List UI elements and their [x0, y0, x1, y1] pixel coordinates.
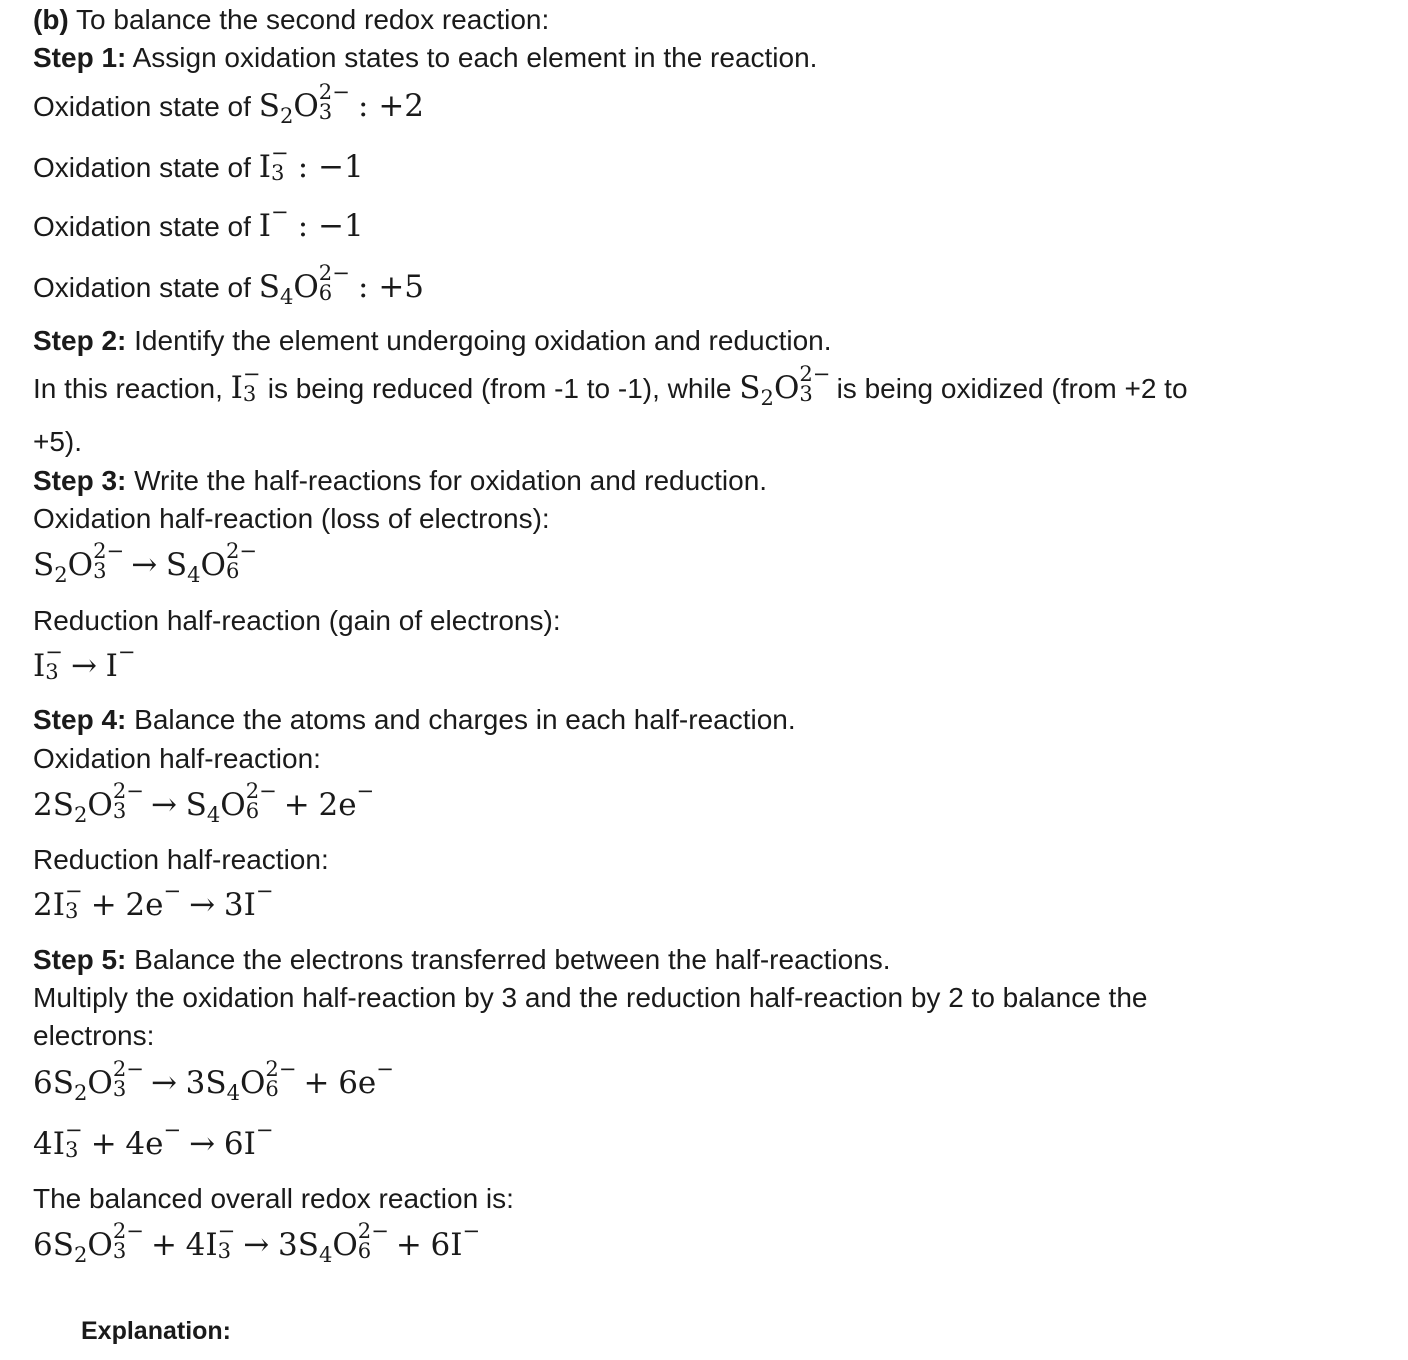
oxidation-state-line-1 — [33, 79, 425, 128]
step-2-body-c: is being oxidized (from +2 to — [828, 373, 1188, 404]
step-2-body-d: +5). — [33, 426, 83, 457]
oxidation-value: : −1 — [297, 208, 364, 244]
step-4-label: Step 4: — [33, 704, 127, 735]
oxidation-value: : −1 — [297, 149, 364, 185]
equation-oxidation-balanced: $2S_2O$ 2− 3 → $S_4O$ 2− 6 + 2e − — [33, 778, 375, 827]
step-3-heading — [33, 463, 767, 499]
part-label: (b) — [33, 4, 69, 35]
oxidation-state-prefix: Oxidation state of — [33, 91, 259, 122]
reduction-half-label: Reduction half-reaction (gain of electrons): — [33, 605, 561, 636]
formula-triiodide: I − 3 — [230, 361, 261, 406]
equation-reduction-balanced: 2I − 3 + 2e − → 3I − — [33, 878, 274, 923]
step-4-heading — [33, 702, 796, 738]
step-4-text: Balance the atoms and charges in each half-reaction. — [126, 704, 796, 735]
oxidation-state-prefix: Oxidation state of — [33, 152, 259, 183]
step-5-label: Step 5: — [33, 944, 127, 975]
step-1-text: Assign oxidation states to each element in the reaction. — [126, 42, 818, 73]
step-3-label: Step 3: — [33, 465, 127, 496]
step-2-text: Identify the element undergoing oxidation and reduction. — [126, 325, 832, 356]
step-2-heading — [33, 323, 832, 359]
step-2-body-b: is being reduced (from -1 to -1), while — [259, 373, 740, 404]
oxidation-state-prefix: Oxidation state of — [33, 211, 259, 242]
step-5-body-line-1: Multiply the oxidation half-reaction by 3 and the reduction half-reaction by 2 to balance the — [33, 982, 1148, 1013]
formula-thiosulfate: $S_2O$ 2− 3 — [258, 79, 350, 128]
step-1-heading — [33, 40, 817, 76]
oxidation-state-prefix: Oxidation state of — [33, 272, 259, 303]
oxidation-half-label-2: Oxidation half-reaction: — [33, 743, 321, 774]
explanation-label: Explanation: — [81, 1317, 232, 1345]
formula-triiodide: I − 3 — [258, 140, 289, 185]
oxidation-half-label: Oxidation half-reaction (loss of electrons): — [33, 503, 550, 534]
equation-oxidation-half: $S_2O$ 2− 3 → $S_4O$ 2− 6 — [33, 538, 258, 587]
formula-tetrathionate: $S_4O$ 2− 6 — [258, 260, 350, 309]
oxidation-state-line-4 — [33, 260, 425, 309]
step-2-label: Step 2: — [33, 325, 127, 356]
overall-label: The balanced overall redox reaction is: — [33, 1183, 514, 1214]
part-heading-text: To balance the second redox reaction: — [68, 4, 550, 35]
equation-reduction-half: I − 3 → I − — [33, 639, 136, 684]
step-5-text: Balance the electrons transferred between the half-reactions. — [126, 944, 891, 975]
step-5-body-line-2: electrons: — [33, 1020, 155, 1051]
oxidation-state-line-2 — [33, 140, 364, 186]
formula-iodide: I − — [258, 199, 289, 244]
formula-thiosulfate: $S_2O$ 2− 3 — [739, 361, 831, 410]
equation-overall: $6S_2O$ 2− 3 + 4I − 3 → $3S_4O$ 2− 6 + 6I − — [33, 1218, 481, 1267]
oxidation-value: : +2 — [358, 88, 425, 124]
reduction-half-label-2: Reduction half-reaction: — [33, 844, 329, 875]
step-2-body-line-2 — [33, 424, 82, 460]
step-3-text: Write the half-reactions for oxidation and reduction. — [126, 465, 768, 496]
step-2-body-a: In this reaction, — [33, 373, 231, 404]
step-5-heading — [33, 942, 891, 978]
step-2-body-line-1 — [33, 361, 1188, 410]
oxidation-value: : +5 — [358, 269, 425, 305]
equation-reduction-multiplied: 4I − 3 + 4e − → 6I − — [33, 1117, 274, 1162]
equation-oxidation-multiplied: $6S_2O$ 2− 3 → $3S_4O$ 2− 6 + 6e − — [33, 1056, 394, 1105]
part-heading — [33, 2, 549, 38]
step-1-label: Step 1: — [33, 42, 127, 73]
oxidation-state-line-3 — [33, 199, 364, 245]
